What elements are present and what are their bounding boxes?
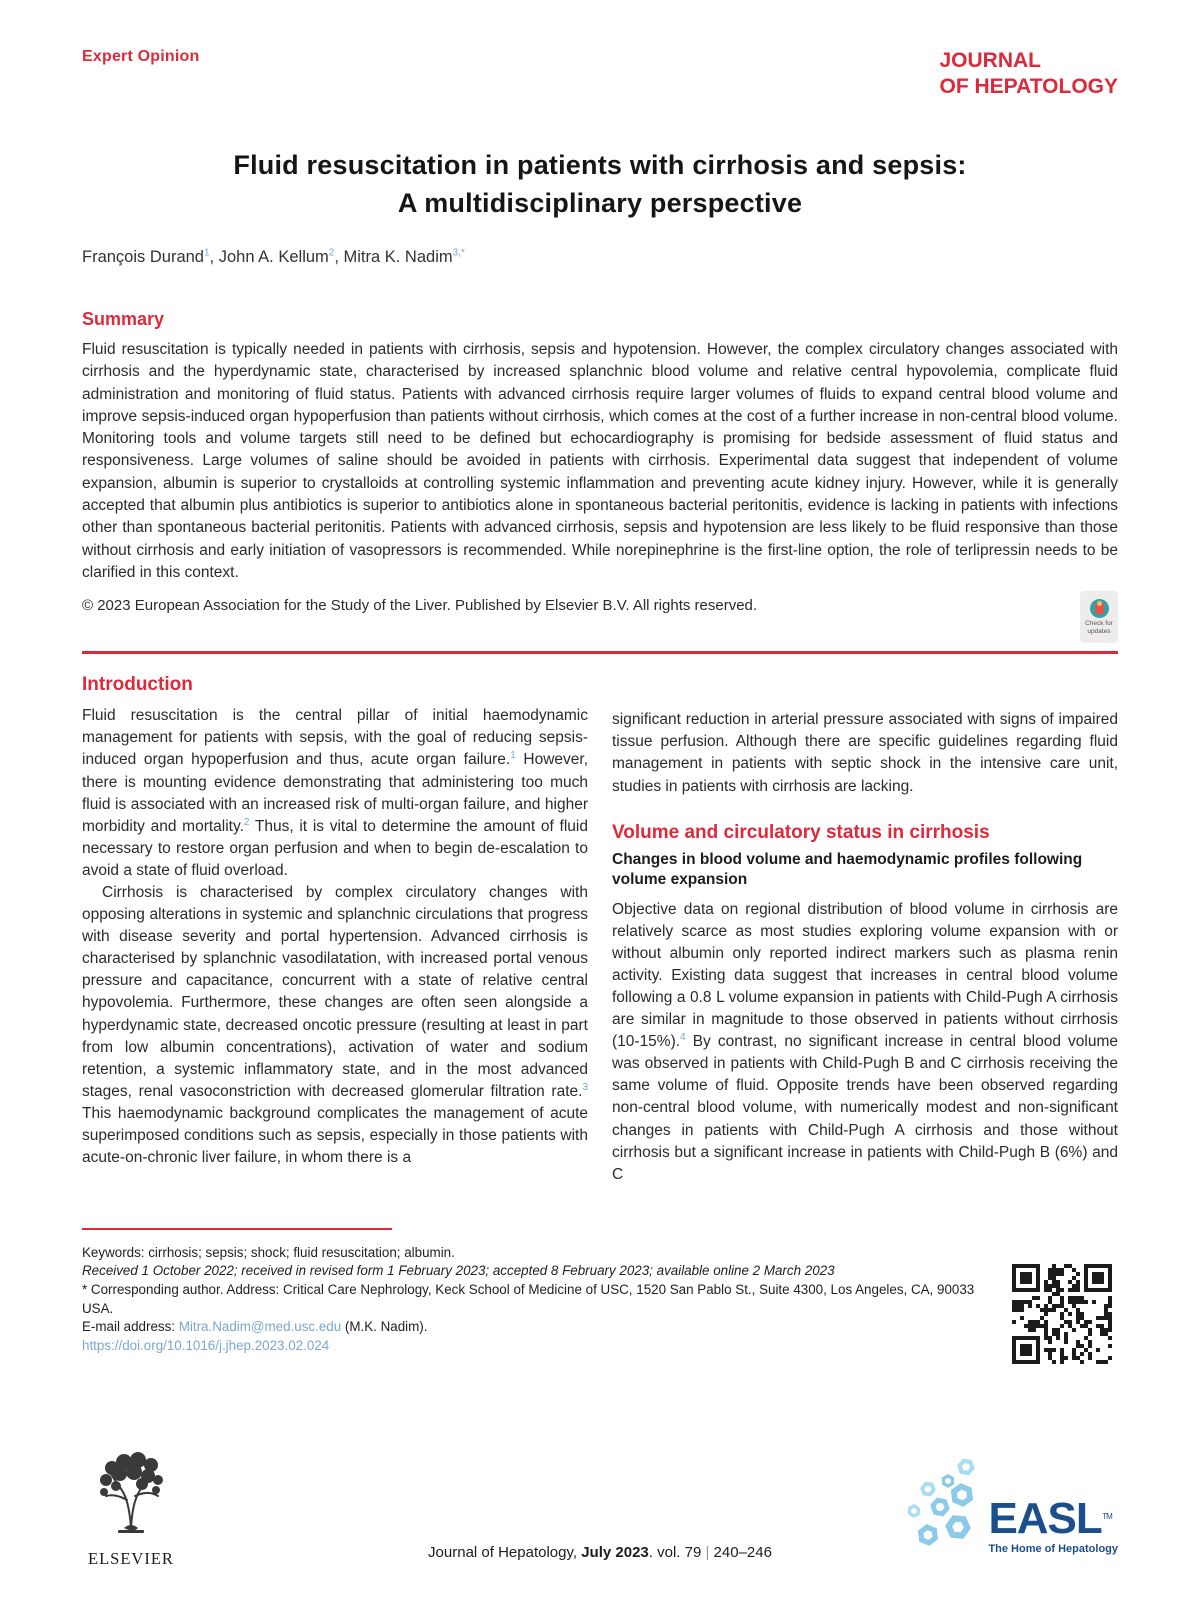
check-for-updates-label: Check for updates [1085, 620, 1113, 635]
trademark-symbol: TM [1102, 1512, 1112, 1521]
continuation-paragraph: significant reduction in arterial pressure associated with signs of impaired tissue perfusion. Although there are specific guidelines regarding fluid management in patients with septic shock in the intensive care unit, studies in patients with cirrhosis are lacking. [612, 711, 1118, 795]
section-divider-rule [82, 651, 1118, 654]
intro-paragraph-1: Fluid resuscitation is the central pillar of initial haemodynamic management for patients with sepsis, with the goal of reducing sepsis-induced organ hypoperfusion and thus, acute organ failure.$^1$ However, there is mounting evidence demonstrating that administering too much fluid is associated with an increased risk of multi-organ failure, and higher morbidity and mortality.$^2$ Thus, it is vital to determine the amount of fluid necessary to restore organ perfusion and when to begin de-escalation to avoid a state of fluid overload. [82, 707, 588, 879]
summary-heading: Summary [82, 309, 165, 329]
footnote-text [82, 1244, 982, 1373]
easl-logo [900, 1455, 1118, 1555]
article-title-line1: Fluid resuscitation in patients with cirrhosis and sepsis: [233, 150, 967, 180]
footnote-section [82, 1228, 1118, 1373]
crossmark-icon [1090, 599, 1109, 618]
copyright-row [82, 591, 1118, 643]
page-header [82, 48, 1118, 100]
received-dates-line: Received 1 October 2022; received in revised form 1 February 2023; accepted 8 February 2023; available online 2 March 2023 [82, 1263, 835, 1279]
email-line [82, 1318, 982, 1337]
summary-body: Fluid resuscitation is typically needed in patients with cirrhosis, sepsis and hypotension. However, the complex circulatory changes associated with cirrhosis and the hyperdynamic state, characterised by increased splanchnic blood volume and relative central hypovolemia, complicate fluid administration and monitoring of fluid status. Patients with advanced cirrhosis require larger volumes of fluids to expand central blood volume and improve sepsis-induced organ hypoperfusion than patients without cirrhosis, which comes at the cost of a further increase in non-central blood volume. Monitoring tools and volume targets still need to be defined but echocardiography is promising for bedside assessment of fluid status and responsiveness. Large volumes of saline should be avoided in patients with cirrhosis. Experimental data suggest that independent of volume expansion, albumin is superior to crystalloids at controlling systemic inflammation and preventing acute kidney injury. However, while it is generally accepted that albumin plus antibiotics is superior to antibiotics alone in spontaneous bacterial peritonitis, evidence is lacking in patients with infections other than spontaneous bacterial peritonitis. Patients with advanced cirrhosis, sepsis and hypotension are less likely to be fluid responsive than those without cirrhosis and early initiation of vasopressors is recommended. While norepinephrine is the first-line option, the role of terlipressin needs to be clarified in this context. [82, 341, 1118, 581]
keywords-line: Keywords: cirrhosis; sepsis; shock; fluid resuscitation; albumin. [82, 1244, 455, 1260]
easl-cells-icon [900, 1455, 984, 1555]
check-for-updates-badge[interactable] [1080, 591, 1118, 643]
introduction-heading: Introduction [82, 674, 193, 696]
easl-wordmark: EASL TM [988, 1494, 1112, 1543]
doi-link[interactable]: https://doi.org/10.1016/j.jhep.2023.02.024 [82, 1337, 330, 1353]
journal-name-line1: JOURNAL [939, 49, 1041, 72]
journal-masthead [939, 48, 1118, 100]
easl-tagline: The Home of Hepatology [988, 1543, 1118, 1555]
article-body [82, 674, 1118, 1186]
footer-citation: Journal of Hepatology, July 2023. vol. 79 | 240–246 [428, 1544, 772, 1561]
right-column [612, 674, 1118, 1186]
email-link[interactable]: Mitra.Nadim@med.usc.edu [178, 1319, 342, 1335]
journal-name-line2: OF HEPATOLOGY [939, 75, 1118, 98]
elsevier-logo [88, 1450, 174, 1569]
volume-subsection-heading: Changes in blood volume and haemodynamic profiles following volume expansion [612, 850, 1083, 888]
author-list: François Durand$^1$, John A. Kellum$^2$, Mitra K. Nadim$^{3,*}$ [82, 247, 465, 266]
left-column [82, 674, 588, 1186]
page-footer [82, 1443, 1118, 1573]
email-label: E-mail address: [82, 1319, 179, 1335]
article-title-line2: A multidisciplinary perspective [397, 188, 803, 218]
elsevier-tree-icon [94, 1450, 168, 1542]
elsevier-label: ELSEVIER [88, 1549, 174, 1568]
qr-code [1008, 1244, 1118, 1373]
intro-paragraph-2: Cirrhosis is characterised by complex circulatory changes with opposing alterations in systemic and splanchnic circulations that progress with disease severity and portal hypertension. Advanced cirrhosis is characterised by splanchnic vasodilatation, with increased portal venous pressure and capacitance, concurrent with a state of relative central hypovolemia. Furthermore, these changes are often seen alongside a hyperdynamic state, decreased oncotic pressure (resulting at least in part from low albumin concentrations), activation of water and sodium retention, a systemic inflammatory state, and in the most advanced stages, renal vasoconstriction with decreased glomerular filtration rate.$^3$ This haemodynamic background complicates the management of acute superimposed conditions such as sepsis, especially in those patients with acute-on-chronic liver failure, in whom there is a [82, 884, 588, 1167]
email-suffix: (M.K. Nadim). [341, 1319, 428, 1335]
volume-section-heading: Volume and circulatory status in cirrhosis [612, 821, 990, 843]
article-title [82, 146, 1118, 222]
footnote-divider-rule [82, 1228, 392, 1230]
copyright-text: © 2023 European Association for the Study of the Liver. Published by Elsevier B.V. All rights reserved. [82, 597, 758, 615]
article-type-label: Expert Opinion [82, 48, 200, 65]
corresponding-author-line: * Corresponding author. Address: Critical Care Nephrology, Keck School of Medicine of USC, 1520 San Pablo St., Suite 4300, Los Angeles, CA, 90033 USA. [82, 1282, 975, 1316]
volume-paragraph: Objective data on regional distribution of blood volume in cirrhosis are relatively scarce as most studies exploring volume expansion with or without albumin only reported indirect markers such as plasma renin activity. Existing data suggest that increases in central blood volume following a 0.8 L volume expansion in patients with Child-Pugh A cirrhosis are similar in magnitude to those observed in patients without cirrhosis (10-15%).$^4$ By contrast, no significant increase in central blood volume was observed in patients with Child-Pugh B and C cirrhosis receiving the same volume of fluid. Opposite trends have been observed regarding non-central blood volume, with numerically modest and non-significant changes in patients with Child-Pugh A cirrhosis and those without cirrhosis but a significant increase in patients with Child-Pugh B (6%) and C [612, 900, 1118, 1183]
